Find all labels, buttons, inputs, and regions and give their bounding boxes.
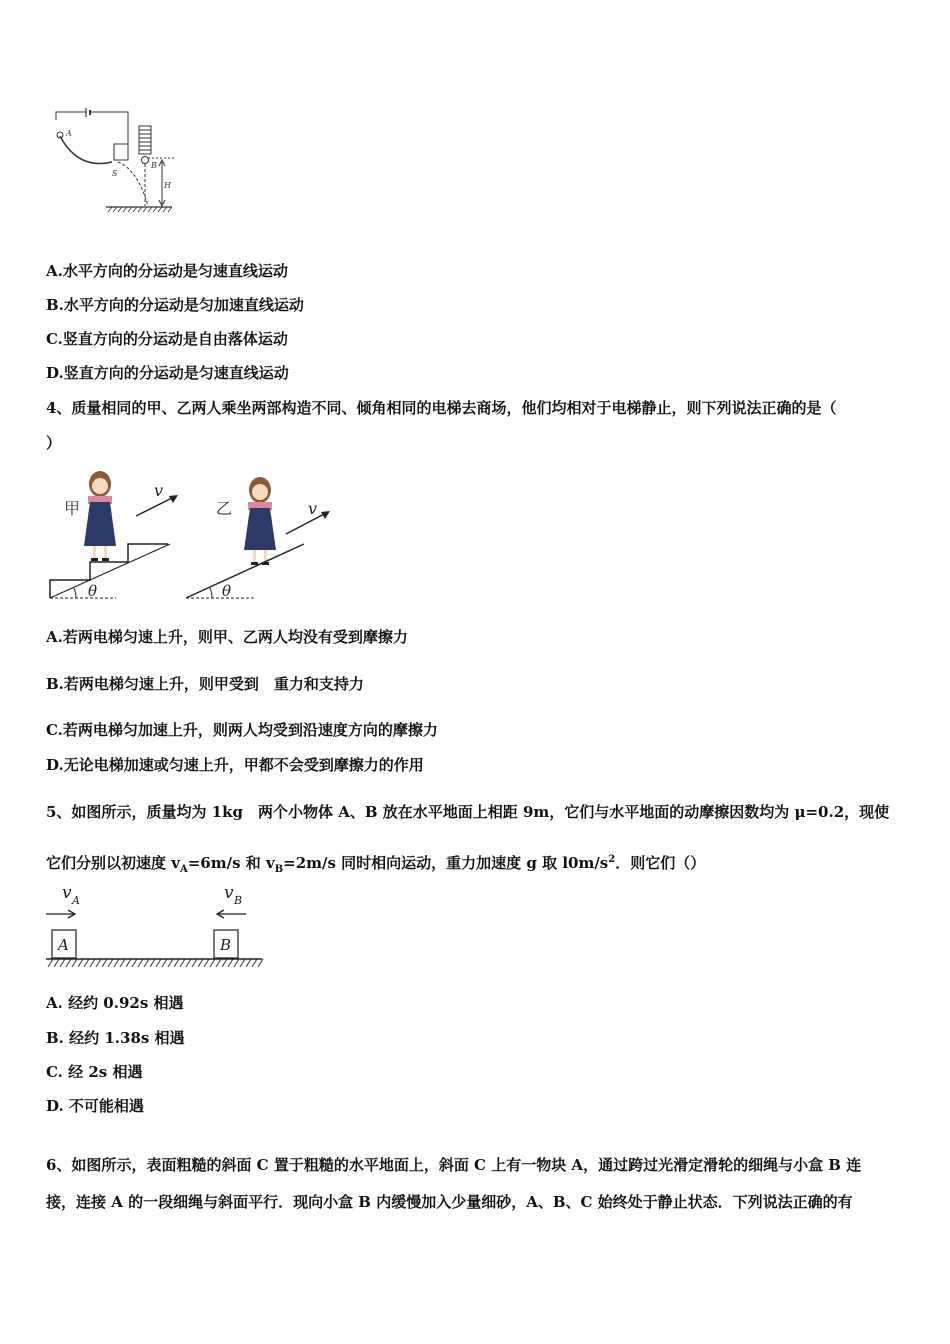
q5-label-vb-sub: B bbox=[234, 894, 243, 907]
q4-option-c: C.若两电梯匀加速上升，则两人均受到沿速度方向的摩擦力 bbox=[46, 721, 438, 739]
q4-label-v1: v bbox=[154, 481, 164, 500]
q3-option-c: C.竖直方向的分运动是自由落体运动 bbox=[46, 330, 288, 348]
q5-option-c: C. 经 2s 相遇 bbox=[46, 1063, 143, 1081]
q5-option-b: B. 经约 1.38s 相遇 bbox=[46, 1029, 185, 1047]
q3-label-a: A bbox=[66, 129, 72, 138]
q5-option-d: D. 不可能相遇 bbox=[46, 1097, 144, 1115]
q4-figure bbox=[46, 464, 346, 604]
q5-label-vb: v bbox=[224, 883, 234, 903]
q3-option-d: D.竖直方向的分运动是匀速直线运动 bbox=[46, 364, 289, 382]
q5-stem-line1: 5、如图所示，质量均为 1kg 两个小物体 A、B 放在水平地面上相距 9m，它们与水平地面的动摩擦因数均为 μ=0.2，现使 bbox=[46, 803, 890, 821]
q5-figure bbox=[44, 882, 266, 974]
q4-label-yi: 乙 bbox=[216, 499, 233, 518]
q4-label-v2: v bbox=[308, 499, 318, 518]
q4-label-theta2: θ bbox=[222, 582, 232, 600]
q3-label-b: B bbox=[151, 161, 157, 170]
q3-label-s: S bbox=[112, 169, 118, 178]
q4-stem-line2: ） bbox=[46, 434, 62, 452]
q4-label-theta1: θ bbox=[88, 582, 98, 600]
q5-label-va: v bbox=[62, 883, 72, 903]
q5-label-box-b: B bbox=[220, 936, 232, 954]
q5-stem-line2: 它们分别以初速度 $v_A=6m/s$ 和 $v_B=2m/s$ 同时相向运动，重力加速度 g 取 $l0m/s^2$．则它们（） bbox=[46, 854, 706, 875]
q5-label-box-a: A bbox=[58, 936, 69, 954]
q4-option-a: A.若两电梯匀速上升，则甲、乙两人均没有受到摩擦力 bbox=[46, 628, 408, 646]
q3-option-b: B.水平方向的分运动是匀加速直线运动 bbox=[46, 296, 304, 314]
q3-figure bbox=[48, 108, 183, 214]
q4-option-b: B.若两电梯匀速上升，则甲受到 重力和支持力 bbox=[46, 675, 364, 693]
q4-option-d: D.无论电梯加速或匀速上升，甲都不会受到摩擦力的作用 bbox=[46, 756, 424, 774]
q6-stem-line1: 6、如图所示，表面粗糙的斜面 C 置于粗糙的水平地面上，斜面 C 上有一物块 A，通过跨过光滑定滑轮的细绳与小盒 B 连 bbox=[46, 1156, 862, 1174]
q6-stem-line2: 接，连接 A 的一段细绳与斜面平行．现向小盒 B 内缓慢加入少量细砂，A、B、C 始终处于静止状态．下列说法正确的有 bbox=[46, 1193, 853, 1211]
q3-label-h: H bbox=[164, 181, 171, 190]
q4-person-yi bbox=[244, 477, 276, 565]
q4-label-jia: 甲 bbox=[64, 499, 81, 518]
q4-person-jia bbox=[84, 471, 116, 561]
q5-label-va-sub: A bbox=[72, 894, 80, 907]
q3-option-a: A.水平方向的分运动是匀速直线运动 bbox=[46, 262, 288, 280]
q5-option-a: A. 经约 0.92s 相遇 bbox=[46, 994, 184, 1012]
q4-stem-line1: 4、质量相同的甲、乙两人乘坐两部构造不同、倾角相同的电梯去商场，他们均相对于电梯静止，则下列说法正确的是（ bbox=[46, 399, 837, 417]
